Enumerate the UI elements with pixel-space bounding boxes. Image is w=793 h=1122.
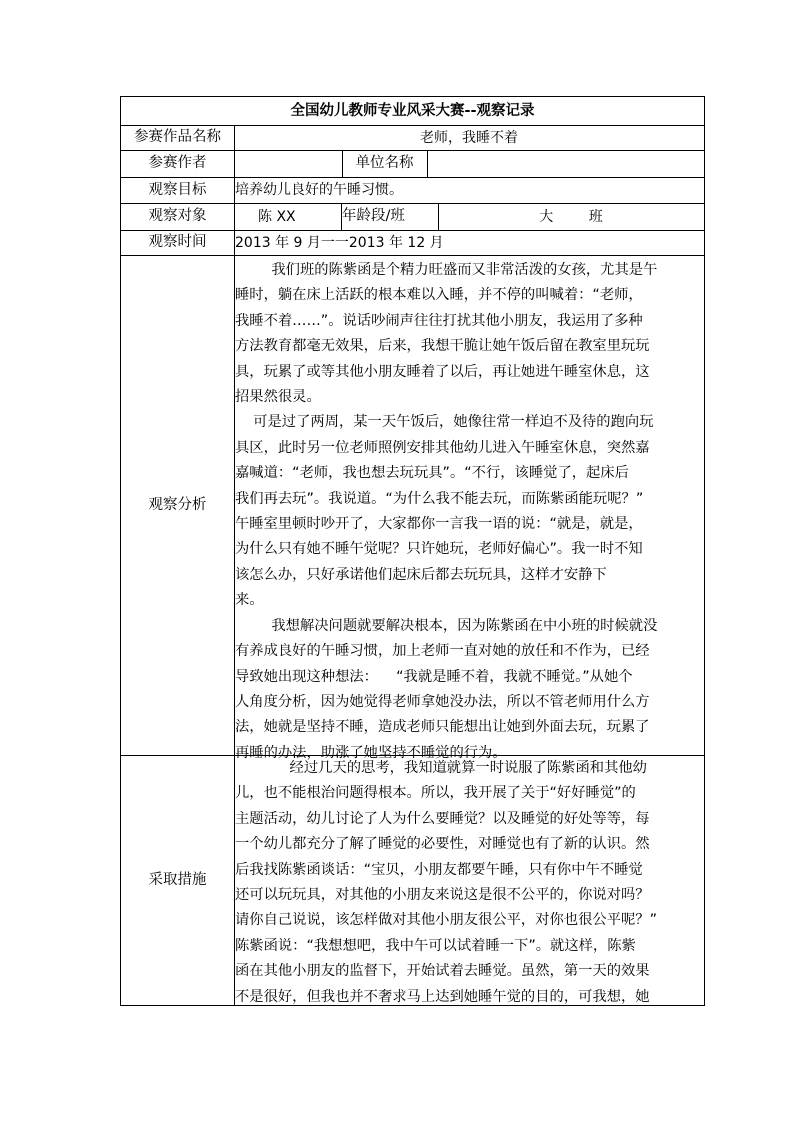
subject-label: 观察对象 bbox=[148, 208, 207, 225]
paragraph-line: 为什么只有她不睡午觉呢？只许她玩，老师好偏心”。我一时不知 bbox=[235, 541, 643, 558]
paragraph-line: 函在其他小朋友的监督下，开始试着去睡觉。虽然，第一天的效果 bbox=[235, 963, 650, 980]
paragraph-line: 嘉喊道：“老师，我也想去玩玩具”。“不行，该睡觉了，起床后 bbox=[235, 465, 629, 482]
time-value: 2013 年 9 月一一2013 年 12 月 bbox=[235, 234, 444, 251]
paragraph-line: 请你自己说说，该怎样做对其他小朋友很公平，对你也很公平呢？” bbox=[235, 912, 658, 929]
paragraph-line: 后我找陈紫函谈话：“宝贝，小朋友都要午睡，只有你中午不睡觉 bbox=[235, 861, 643, 878]
paragraph-line: 一个幼儿都充分了解了睡觉的必要性，对睡觉也有了新的认识。然 bbox=[235, 836, 650, 853]
paragraph-line: 午睡室里顿时吵开了，大家都你一言我一语的说：“就是，就是， bbox=[235, 516, 643, 533]
goal-value: 培养幼儿良好的午睡习惯。 bbox=[235, 182, 403, 198]
paragraph-line: 不是很好，但我也并不奢求马上达到她睡午觉的目的，可我想，她 bbox=[235, 988, 650, 1005]
paragraph-line: 经过几天的思考，我知道就算一时说服了陈紫函和其他幼 bbox=[235, 760, 647, 776]
paragraph-line: 具区，此时另一位老师照例安排其他幼儿进入午睡室休息，突然嘉 bbox=[235, 439, 650, 456]
paragraph-line: 有养成良好的午睡习惯，加上老师一直对她的放任和不作为，已经 bbox=[235, 643, 650, 660]
paragraph-line: 法，她就是坚持不睡，造成老师只能想出让她到外面去玩，玩累了 bbox=[235, 719, 650, 736]
author-value bbox=[234, 150, 342, 177]
time-label: 观察时间 bbox=[148, 234, 207, 251]
work-name-label: 参赛作品名称 bbox=[134, 129, 221, 146]
measures-label: 采取措施 bbox=[148, 871, 207, 888]
subject-value: 陈 XX bbox=[258, 208, 296, 225]
measures-text bbox=[235, 756, 704, 1010]
paragraph-line: 我们再去玩”。我说道。“为什么我不能去玩，而陈紫函能玩呢？” bbox=[235, 490, 644, 507]
unit-value bbox=[427, 150, 704, 177]
analysis-text bbox=[235, 258, 704, 766]
age-class-value: 大 班 bbox=[539, 208, 603, 225]
paragraph-line: 陈紫函说：“我想想吧，我中午可以试着睡一下”。就这样，陈紫 bbox=[235, 937, 636, 954]
page-title: 全国幼儿教师专业风采大赛--观察记录 bbox=[290, 102, 535, 119]
analysis-label: 观察分析 bbox=[148, 496, 207, 513]
paragraph-line: 招果然很灵。 bbox=[235, 389, 321, 406]
goal-label: 观察目标 bbox=[148, 181, 207, 198]
age-class-label: 年龄段/班 bbox=[342, 208, 405, 225]
observation-record-table bbox=[120, 96, 705, 1006]
paragraph-line: 可是过了两周，某一天午饭后，她像往常一样迫不及待的跑向玩 bbox=[235, 414, 654, 431]
paragraph-line: 我想解决问题就要解决根本，因为陈紫函在中小班的时候就没 bbox=[235, 617, 658, 634]
paragraph-line: 睡时，躺在床上活跃的根本难以入睡，并不停的叫喊着：“老师， bbox=[235, 287, 643, 304]
paragraph-line: 还可以玩玩具，对其他的小朋友来说这是很不公平的，你说对吗？ bbox=[235, 887, 650, 904]
paragraph-line: 我们班的陈紫函是个精力旺盛而又非常活泼的女孩，尤其是午 bbox=[235, 262, 658, 278]
author-label: 参赛作者 bbox=[148, 155, 207, 172]
paragraph-line: 儿，也不能根治问题得根本。所以，我开展了关于“好好睡觉”的 bbox=[235, 785, 636, 802]
unit-label: 单位名称 bbox=[355, 155, 414, 172]
work-name-value: 老师，我睡不着 bbox=[420, 129, 518, 146]
paragraph-line: 再睡的办法，助涨了她坚持不睡觉的行为。 bbox=[235, 744, 507, 761]
paragraph-line: 来。 bbox=[235, 592, 264, 609]
paragraph-line: 我睡不着……”。说话吵闹声往往打扰其他小朋友，我运用了多种 bbox=[235, 312, 643, 329]
paragraph-line: 人角度分析，因为她觉得老师拿她没办法，所以不管老师用什么方 bbox=[235, 693, 650, 710]
paragraph-line: 导致她出现这种想法： “我就是睡不着，我就不睡觉。”从她个 bbox=[235, 668, 633, 685]
paragraph-line: 该怎么办，只好承诺他们起床后都去玩玩具，这样才安静下 bbox=[235, 566, 607, 583]
paragraph-line: 主题活动，幼儿讨论了人为什么要睡觉？以及睡觉的好处等等，每 bbox=[235, 810, 650, 827]
paragraph-line: 具，玩累了或等其他小朋友睡着了以后，再让她进午睡室休息，这 bbox=[235, 363, 650, 380]
paragraph-line: 方法教育都毫无效果，后来，我想干脆让她午饭后留在教室里玩玩 bbox=[235, 338, 650, 355]
